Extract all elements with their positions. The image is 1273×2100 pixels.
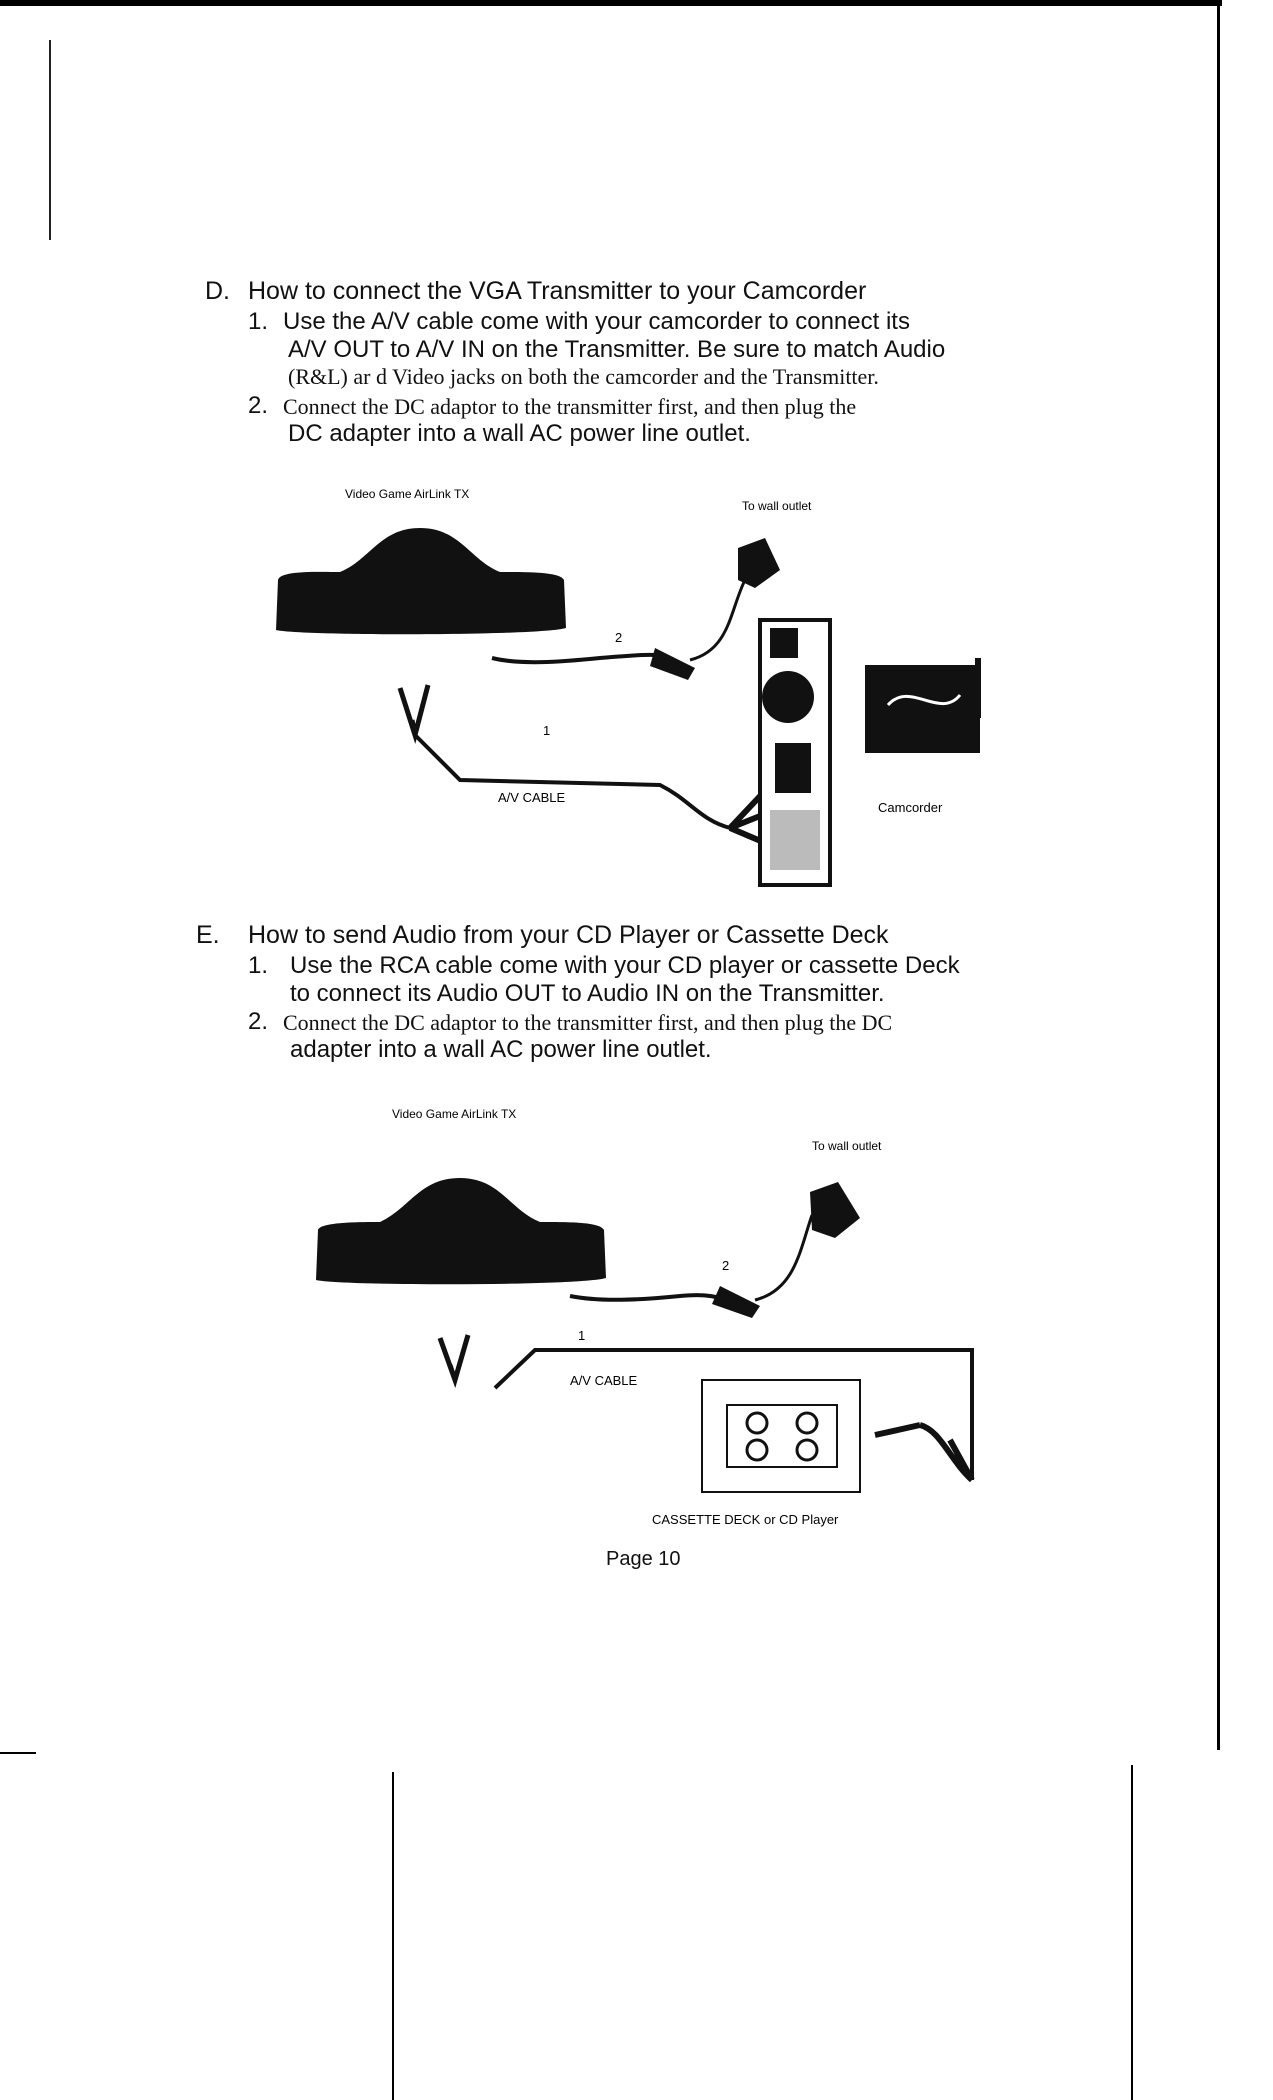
- page-number: Page 10: [606, 1548, 681, 1570]
- figure-d-brand: JVC: [776, 726, 802, 741]
- section-d-step-2-line-2: DC adapter into a wall AC power line outlet.: [288, 420, 751, 447]
- section-e-step-1-line-1: Use the RCA cable come with your CD player or cassette Deck: [290, 952, 960, 979]
- section-d-step-1-line-2: A/V OUT to A/V IN on the Transmitter. Be sure to match Audio: [288, 336, 946, 363]
- figure-e-device-label: CASSETTE DECK or CD Player: [652, 1512, 839, 1527]
- figure-e-diagram: [300, 1100, 1000, 1540]
- rca-plugs-icon: [875, 1425, 972, 1480]
- figure-d-diagram: [260, 480, 1000, 890]
- dc-plug-icon: [650, 648, 695, 680]
- antenna-icon: [440, 1335, 468, 1380]
- section-d-marker: D.: [205, 277, 230, 305]
- lower-divider-left: [392, 1772, 394, 2100]
- figure-e-cable-label: A/V CABLE: [570, 1373, 638, 1388]
- left-scan-edge: [49, 40, 51, 240]
- dc-cord: [690, 580, 745, 660]
- section-d-step-1-num: 1.: [248, 308, 269, 335]
- figure-e-tx-label: Video Game AirLink TX: [392, 1107, 517, 1121]
- section-d-step-2-line-1: Connect the DC adaptor to the transmitter first, and then plug the: [283, 394, 857, 419]
- section-d-step-1-line-1: Use the A/V cable come with your camcorder to connect its: [283, 308, 910, 335]
- dc-cord: [755, 1215, 812, 1300]
- right-border: [1217, 0, 1220, 1750]
- camcorder-illustration: [760, 620, 981, 885]
- lower-divider-right: [1131, 1765, 1133, 2100]
- figure-e-callout-1: 1: [578, 1328, 586, 1343]
- section-e-step-1-num: 1.: [248, 952, 269, 979]
- figure-d-tx-label: Video Game AirLink TX: [345, 487, 470, 501]
- section-e-step-2-line-1: Connect the DC adaptor to the transmitter first, and then plug the DC: [283, 1010, 893, 1035]
- wall-adapter-icon: [738, 538, 780, 588]
- av-cable-1: [415, 735, 730, 828]
- figure-d-callout-1: 1: [543, 723, 551, 738]
- figure-d-device-label: Camcorder: [878, 800, 943, 815]
- antenna-icon: [400, 685, 428, 735]
- figure-e-outlet-label: To wall outlet: [812, 1139, 882, 1153]
- dc-cable-2: [570, 1295, 730, 1302]
- section-d-step-1-line-3: (R&L) ar d Video jacks on both the camcorder and the Transmitter.: [288, 364, 879, 389]
- section-e-title: How to send Audio from your CD Player or Cassette Deck: [248, 921, 889, 949]
- section-d-title: How to connect the VGA Transmitter to your Camcorder: [248, 277, 867, 305]
- figure-e-callout-2: 2: [722, 1258, 730, 1273]
- top-border: [0, 0, 1222, 6]
- section-e-step-1-line-2: to connect its Audio OUT to Audio IN on the Transmitter.: [290, 980, 885, 1007]
- transmitter-shape: [276, 528, 566, 634]
- wall-adapter-icon: [810, 1182, 860, 1238]
- section-e-step-2-line-2: adapter into a wall AC power line outlet.: [290, 1036, 712, 1063]
- dc-cable-2: [492, 655, 670, 662]
- figure-d-outlet-label: To wall outlet: [742, 499, 812, 513]
- section-d-step-2-num: 2.: [248, 392, 269, 419]
- bottom-left-rule: [0, 1752, 36, 1754]
- dc-plug-icon: [712, 1286, 760, 1318]
- figure-d-callout-2: 2: [615, 630, 623, 645]
- section-e-step-2-num: 2.: [248, 1008, 269, 1035]
- cassette-deck-illustration: [702, 1380, 860, 1492]
- figure-d-cable-label: A/V CABLE: [498, 790, 566, 805]
- section-e-marker: E.: [196, 921, 220, 949]
- transmitter-shape: [316, 1178, 606, 1284]
